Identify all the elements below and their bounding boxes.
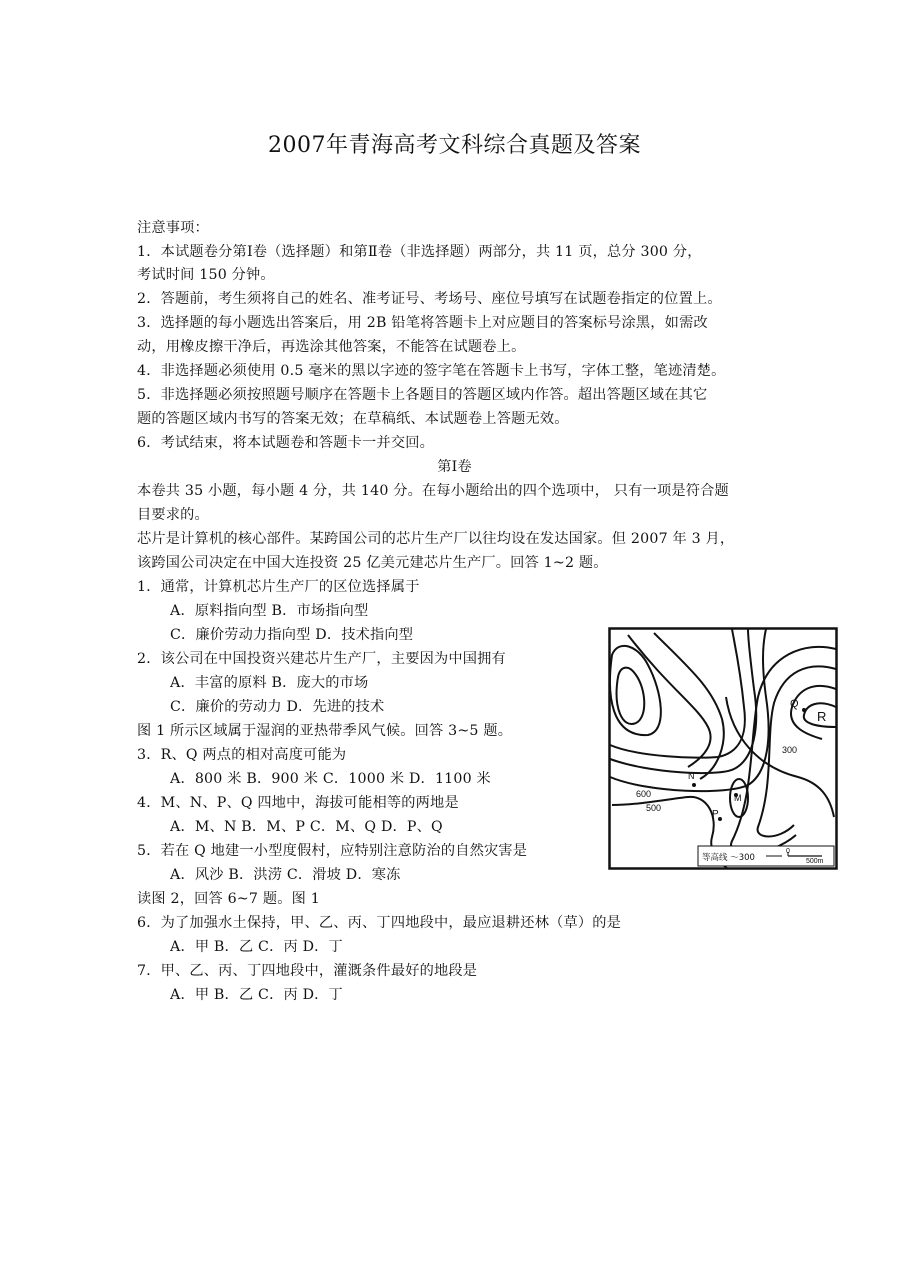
map-legend-text: 等高线 ～300 <box>702 853 755 863</box>
question-5-options: A．风沙 B．洪涝 C．滑坡 D．寒冻 <box>170 867 401 883</box>
question-3: 3．R、Q 两点的相对高度可能为 <box>137 747 347 763</box>
point-q <box>802 708 806 712</box>
notice-item: 题的答题区域内书写的答案无效；在草稿纸、本试题卷上答题无效。 <box>137 411 569 427</box>
notice-item: 考试时间 150 分钟。 <box>137 267 275 283</box>
question-4: 4．M、N、P、Q 四地中，海拔可能相等的两地是 <box>137 795 459 811</box>
notice-item: 3．选择题的每小题选出答案后，用 2B 铅笔将答题卡上对应题目的答案标号涂黑，如需改 <box>137 315 708 331</box>
intro-line: 芯片是计算机的核心部件。某跨国公司的芯片生产厂以往均设在发达国家。但 2007 年 3 月， <box>137 531 735 547</box>
notice-item: 4．非选择题必须使用 0.5 毫米的黑以字迹的签字笔在答题卡上书写，字体工整，笔迹清楚。 <box>137 363 726 379</box>
contour-label-300: 300 <box>782 745 798 755</box>
intro-line: 目要求的。 <box>137 507 209 523</box>
notice-item: 动，用橡皮擦干净后，再选涂其他答案，不能答在试题卷上。 <box>137 339 526 355</box>
question-1-options-cd: C．廉价劳动力指向型 D．技术指向型 <box>170 627 414 643</box>
question-6-options: A．甲 B．乙 C．丙 D．丁 <box>170 939 343 955</box>
notice-heading: 注意事项： <box>137 220 209 236</box>
figure-2-intro: 读图 2，回答 6~7 题。图 1 <box>137 891 320 907</box>
contour-map <box>608 627 838 870</box>
question-2-options-cd: C．廉价的劳动力 D．先进的技术 <box>170 699 385 715</box>
contour-label-600: 600 <box>636 789 652 799</box>
scale-end: 500m <box>806 858 824 865</box>
scale-zero: 0 <box>786 848 790 855</box>
label-m: M <box>734 793 742 803</box>
intro-line: 该跨国公司决定在中国大连投资 25 亿美元建芯片生产厂。回答 1~2 题。 <box>137 555 608 571</box>
question-4-options: A．M、N B．M、P C．M、Q D．P、Q <box>170 819 443 835</box>
notice-item: 1．本试题卷分第Ⅰ卷（选择题）和第Ⅱ卷（非选择题）两部分，共 11 页，总分 300 分， <box>137 244 702 260</box>
label-q: Q <box>790 698 799 710</box>
question-2-options-ab: A．丰富的原料 B．庞大的市场 <box>170 675 369 691</box>
question-2: 2．该公司在中国投资兴建芯片生产厂，主要因为中国拥有 <box>137 651 506 667</box>
map-frame <box>610 629 837 869</box>
figure-1-intro: 图 1 所示区域属于湿润的亚热带季风气候。回答 3~5 题。 <box>137 723 513 739</box>
intro-line: 本卷共 35 小题，每小题 4 分，共 140 分。在每小题给出的四个选项中， 只有一项是符合题 <box>137 483 729 499</box>
section-title: 第Ⅰ卷 <box>437 459 472 475</box>
question-7: 7．甲、乙、丙、丁四地段中，灌溉条件最好的地段是 <box>137 963 478 979</box>
label-n: N <box>688 771 695 781</box>
question-1-options-ab: A．原料指向型 B．市场指向型 <box>170 603 369 619</box>
point-n <box>692 783 696 787</box>
notice-item: 5．非选择题必须按照题号顺序在答题卡上各题目的答题区域内作答。超出答题区域在其它 <box>137 387 708 403</box>
question-1: 1．通常，计算机芯片生产厂的区位选择属于 <box>137 579 420 595</box>
label-p: P <box>712 809 719 820</box>
question-5: 5．若在 Q 地建一小型度假村，应特别注意防治的自然灾害是 <box>137 843 528 859</box>
notice-item: 6．考试结束，将本试题卷和答题卡一并交回。 <box>137 435 434 451</box>
notice-item: 2．答题前，考生须将自己的姓名、准考证号、考场号、座位号填写在试题卷指定的位置上。 <box>137 291 722 307</box>
question-7-options: A．甲 B．乙 C．丙 D．丁 <box>170 987 343 1003</box>
question-3-options: A．800 米 B．900 米 C．1000 米 D．1100 米 <box>170 771 491 787</box>
contour-label-500: 500 <box>646 803 662 813</box>
question-6: 6．为了加强水土保持，甲、乙、丙、丁四地段中，最应退耕还林（草）的是 <box>137 915 622 931</box>
label-r: R <box>817 709 827 724</box>
page-title: 2007年青海高考文科综合真题及答案 <box>268 133 641 158</box>
contour-map-figure <box>608 627 838 870</box>
